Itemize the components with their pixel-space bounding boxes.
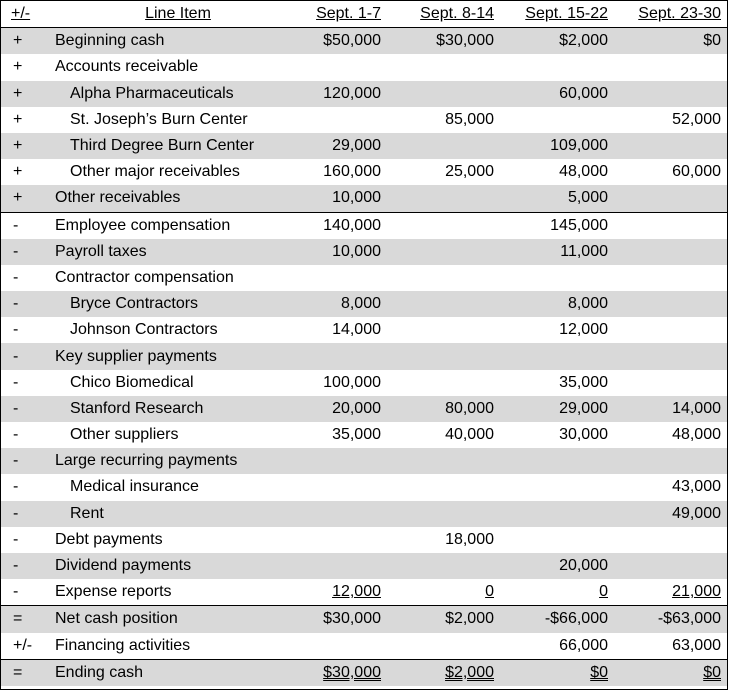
cell-value: $2,000 (559, 32, 608, 50)
row-value-week-4 (610, 133, 727, 159)
row-value-week-1 (283, 291, 383, 317)
row-value-week-3 (496, 159, 610, 185)
row-value-week-1 (283, 606, 383, 633)
row-line-item: Accounts receivable (55, 58, 199, 76)
cell-value: 35,000 (559, 373, 608, 391)
cell-value: 29,000 (559, 399, 608, 417)
row-value-week-3 (496, 396, 610, 422)
row-line-item: Net cash position (53, 606, 283, 633)
row-sign: - (13, 268, 19, 286)
row-line-item: Other major receivables (70, 163, 240, 181)
row-sign: = (1, 606, 53, 633)
row-value-week-1 (283, 579, 383, 606)
cell-value: 63,000 (672, 636, 721, 654)
row-value-week-2 (383, 553, 496, 579)
cell-value: $2,000 (445, 663, 494, 681)
row-line-item: Third Degree Burn Center (53, 133, 283, 159)
cell-value: $30,000 (323, 663, 381, 681)
row-value-week-1 (283, 370, 383, 396)
cell-value: 21,000 (672, 583, 721, 601)
cell-value: $2,000 (445, 610, 494, 628)
cell-value: 145,000 (550, 216, 608, 234)
row-line-item: Dividend payments (53, 553, 283, 579)
row-line-item: Debt payments (55, 530, 163, 548)
row-line-item: Large recurring payments (53, 448, 283, 474)
table-row (1, 606, 727, 633)
cell-value: 60,000 (672, 163, 721, 181)
row-sign: + (13, 58, 23, 76)
row-value-week-1 (283, 28, 383, 55)
row-value-week-3 (496, 343, 610, 369)
cell-value: 18,000 (445, 530, 494, 548)
row-line-item: Financing activities (55, 636, 191, 654)
row-value-week-4 (610, 633, 727, 660)
cell-value: 109,000 (550, 137, 608, 155)
row-value-week-2 (383, 474, 496, 500)
row-sign: - (13, 373, 19, 391)
row-line-item: Stanford Research (53, 396, 283, 422)
row-value-week-2 (383, 81, 496, 107)
cell-value: 20,000 (559, 557, 608, 575)
row-value-week-4 (610, 448, 727, 474)
row-value-week-2 (383, 291, 496, 317)
row-sign: - (13, 321, 19, 339)
cell-value: 8,000 (567, 295, 608, 313)
table-row (1, 370, 727, 396)
cell-value: 140,000 (323, 216, 381, 234)
row-value-week-3 (496, 81, 610, 107)
table-row (1, 501, 727, 527)
cell-value: $30,000 (436, 32, 494, 50)
cell-value: 66,000 (559, 636, 608, 654)
row-value-week-4 (610, 185, 727, 212)
row-value-week-3 (496, 28, 610, 55)
row-value-week-1 (283, 133, 383, 159)
cell-value: 48,000 (672, 426, 721, 444)
table-row (1, 107, 727, 133)
row-value-week-2 (383, 579, 496, 606)
cell-value: 35,000 (332, 426, 381, 444)
row-value-week-4 (610, 107, 727, 133)
row-line-item: Key supplier payments (53, 343, 283, 369)
row-line-item: Contractor compensation (55, 268, 234, 286)
row-value-week-3 (496, 239, 610, 265)
cell-value: 160,000 (323, 163, 381, 181)
table-body (1, 28, 727, 686)
table-header-row (1, 1, 727, 28)
row-value-week-2 (383, 133, 496, 159)
row-value-week-3 (496, 501, 610, 527)
table-row (1, 396, 727, 422)
row-value-week-3 (496, 422, 610, 448)
row-value-week-2 (383, 659, 496, 686)
row-sign: + (1, 185, 53, 212)
row-value-week-3 (496, 606, 610, 633)
row-sign: - (1, 291, 53, 317)
cell-value: 120,000 (323, 84, 381, 102)
row-sign: + (1, 133, 53, 159)
row-sign: + (1, 81, 53, 107)
row-sign: - (1, 501, 53, 527)
table-row (1, 159, 727, 185)
cell-value: 40,000 (445, 426, 494, 444)
row-value-week-1 (283, 81, 383, 107)
row-value-week-4 (610, 343, 727, 369)
row-value-week-2 (383, 265, 496, 291)
row-value-week-4 (610, 370, 727, 396)
row-value-week-2 (383, 28, 496, 55)
row-sign: + (13, 110, 23, 128)
row-line-item: Beginning cash (53, 28, 283, 55)
row-value-week-4 (610, 422, 727, 448)
row-value-week-2 (383, 606, 496, 633)
row-value-week-3 (496, 553, 610, 579)
table-row (1, 659, 727, 686)
cell-value: 60,000 (559, 84, 608, 102)
row-line-item: Ending cash (53, 659, 283, 686)
row-line-item: Rent (53, 501, 283, 527)
row-value-week-4 (610, 396, 727, 422)
cell-value: 5,000 (567, 189, 608, 207)
row-value-week-1 (283, 343, 383, 369)
row-sign: - (13, 530, 19, 548)
cell-value: $30,000 (323, 610, 381, 628)
row-value-week-3 (496, 317, 610, 343)
row-value-week-2 (383, 370, 496, 396)
table-row (1, 633, 727, 660)
cell-value: 12,000 (332, 583, 381, 601)
row-sign: = (1, 659, 53, 686)
row-line-item: Expense reports (55, 583, 172, 601)
row-value-week-1 (283, 239, 383, 265)
row-line-item: Bryce Contractors (53, 291, 283, 317)
row-line-item: Payroll taxes (53, 239, 283, 265)
row-value-week-2 (383, 317, 496, 343)
row-value-week-4 (610, 317, 727, 343)
row-value-week-3 (496, 659, 610, 686)
row-line-item: Employee compensation (53, 212, 283, 239)
cell-value: 12,000 (559, 321, 608, 339)
table-row (1, 474, 727, 500)
row-sign: - (13, 478, 19, 496)
cell-value: 48,000 (559, 163, 608, 181)
row-value-week-1 (283, 527, 383, 553)
row-value-week-2 (383, 212, 496, 239)
cell-value: 11,000 (560, 242, 608, 260)
header-week-2: Sept. 8-14 (420, 5, 494, 23)
row-value-week-2 (383, 422, 496, 448)
row-value-week-3 (496, 265, 610, 291)
row-value-week-4 (610, 239, 727, 265)
row-value-week-1 (283, 659, 383, 686)
row-value-week-4 (610, 159, 727, 185)
cell-value: 10,000 (332, 189, 381, 207)
row-sign: - (1, 212, 53, 239)
row-value-week-4 (610, 659, 727, 686)
row-value-week-1 (283, 501, 383, 527)
cell-value: 14,000 (672, 399, 721, 417)
row-value-week-1 (283, 448, 383, 474)
header-sign: +/- (11, 5, 31, 23)
row-line-item: Other receivables (53, 185, 283, 212)
row-value-week-1 (283, 633, 383, 660)
row-value-week-4 (610, 54, 727, 80)
row-sign: - (13, 426, 19, 444)
row-sign: + (1, 28, 53, 55)
row-value-week-2 (383, 501, 496, 527)
table-row (1, 133, 727, 159)
row-value-week-3 (496, 291, 610, 317)
header-week-3: Sept. 15-22 (525, 5, 608, 23)
table-row (1, 265, 727, 291)
cell-value: -$66,000 (544, 610, 608, 628)
table-row (1, 317, 727, 343)
header-week-4: Sept. 23-30 (638, 5, 721, 23)
row-value-week-2 (383, 396, 496, 422)
header-line-item: Line Item (145, 5, 211, 23)
cell-value: $0 (703, 32, 721, 50)
cell-value: 52,000 (672, 110, 721, 128)
row-value-week-2 (383, 239, 496, 265)
row-value-week-4 (610, 81, 727, 107)
row-value-week-1 (283, 159, 383, 185)
row-value-week-4 (610, 501, 727, 527)
row-value-week-2 (383, 527, 496, 553)
row-value-week-1 (283, 54, 383, 80)
row-sign: + (13, 163, 23, 181)
cell-value: 14,000 (332, 321, 381, 339)
row-value-week-1 (283, 317, 383, 343)
row-value-week-1 (283, 212, 383, 239)
row-value-week-1 (283, 107, 383, 133)
row-value-week-3 (496, 54, 610, 80)
cell-value: 43,000 (672, 478, 721, 496)
row-value-week-4 (610, 527, 727, 553)
row-sign: - (1, 396, 53, 422)
cell-value: 100,000 (323, 373, 381, 391)
row-value-week-1 (283, 553, 383, 579)
row-value-week-4 (610, 553, 727, 579)
row-sign: - (1, 343, 53, 369)
cell-value: 20,000 (332, 399, 381, 417)
row-value-week-3 (496, 474, 610, 500)
row-value-week-3 (496, 185, 610, 212)
cell-value: 0 (485, 583, 494, 601)
table-row (1, 343, 727, 369)
row-value-week-3 (496, 107, 610, 133)
row-value-week-3 (496, 527, 610, 553)
table-row (1, 185, 727, 212)
row-value-week-4 (610, 212, 727, 239)
table-row (1, 527, 727, 553)
row-value-week-1 (283, 396, 383, 422)
cell-value: -$63,000 (657, 610, 721, 628)
table-row (1, 291, 727, 317)
row-line-item: Alpha Pharmaceuticals (53, 81, 283, 107)
row-value-week-1 (283, 474, 383, 500)
table-row (1, 579, 727, 606)
cash-flow-table (1, 1, 727, 686)
row-value-week-2 (383, 107, 496, 133)
row-line-item: Johnson Contractors (70, 321, 218, 339)
row-value-week-4 (610, 265, 727, 291)
row-value-week-3 (496, 448, 610, 474)
table-row (1, 28, 727, 55)
cell-value: 25,000 (445, 163, 494, 181)
row-value-week-4 (610, 28, 727, 55)
row-value-week-2 (383, 159, 496, 185)
cell-value: 80,000 (445, 399, 494, 417)
row-value-week-4 (610, 291, 727, 317)
row-value-week-4 (610, 606, 727, 633)
row-value-week-2 (383, 185, 496, 212)
row-value-week-4 (610, 579, 727, 606)
row-sign: - (1, 239, 53, 265)
table-row (1, 54, 727, 80)
table-row (1, 81, 727, 107)
table-row (1, 212, 727, 239)
cell-value: 30,000 (559, 426, 608, 444)
row-line-item: Medical insurance (70, 478, 199, 496)
row-line-item: Other suppliers (70, 426, 179, 444)
table-row (1, 448, 727, 474)
row-value-week-2 (383, 633, 496, 660)
row-value-week-1 (283, 185, 383, 212)
row-value-week-2 (383, 54, 496, 80)
row-line-item: St. Joseph’s Burn Center (70, 110, 248, 128)
row-value-week-3 (496, 133, 610, 159)
cell-value: 29,000 (332, 137, 381, 155)
row-value-week-1 (283, 265, 383, 291)
row-sign: +/- (13, 636, 33, 654)
row-value-week-4 (610, 474, 727, 500)
cell-value: 85,000 (445, 110, 494, 128)
row-sign: - (1, 448, 53, 474)
cell-value: $50,000 (323, 32, 381, 50)
row-sign: - (13, 583, 19, 601)
cell-value: 49,000 (672, 504, 721, 522)
row-value-week-2 (383, 343, 496, 369)
row-value-week-2 (383, 448, 496, 474)
row-line-item: Chico Biomedical (70, 373, 194, 391)
table-row (1, 422, 727, 448)
cell-value: 0 (599, 583, 608, 601)
row-value-week-1 (283, 422, 383, 448)
cell-value: $0 (590, 663, 608, 681)
row-value-week-3 (496, 579, 610, 606)
cell-value: 8,000 (340, 295, 381, 313)
header-week-1: Sept. 1-7 (316, 5, 381, 23)
row-value-week-3 (496, 370, 610, 396)
cell-value: 10,000 (332, 242, 381, 260)
cell-value: $0 (703, 663, 721, 681)
row-value-week-3 (496, 212, 610, 239)
row-value-week-3 (496, 633, 610, 660)
row-sign: - (1, 553, 53, 579)
table-row (1, 553, 727, 579)
table-row (1, 239, 727, 265)
